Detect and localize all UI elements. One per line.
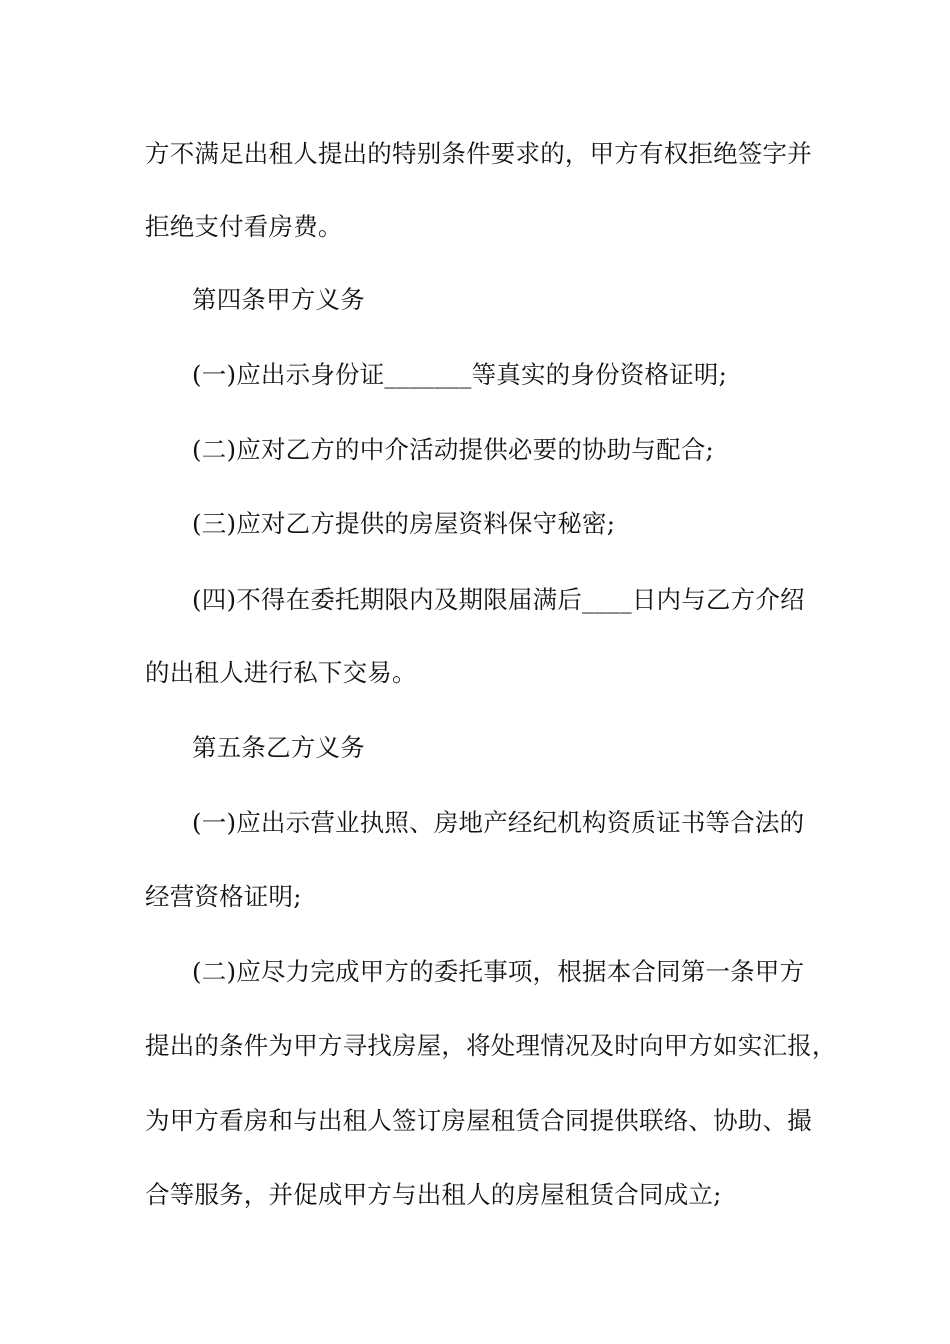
clause-line: (二)应对乙方的中介活动提供必要的协助与配合; <box>192 435 714 464</box>
clause-line: (一)应出示营业执照、房地产经纪机构资质证书等合法的 <box>192 808 805 837</box>
paragraph-line: 经营资格证明; <box>145 882 302 911</box>
paragraph-line: 提出的条件为甲方寻找房屋，将处理情况及时向甲方如实汇报， <box>145 1031 837 1060</box>
clause-line: (一)应出示身份证_______等真实的身份资格证明; <box>192 360 728 389</box>
paragraph-line: 拒绝支付看房费。 <box>145 212 343 241</box>
article-heading-5: 第五条乙方义务 <box>192 733 365 762</box>
paragraph-line: 的出租人进行私下交易。 <box>145 658 417 687</box>
clause-line: (二)应尽力完成甲方的委托事项，根据本合同第一条甲方 <box>192 957 805 986</box>
clause-line: (四)不得在委托期限内及期限届满后____日内与乙方介绍 <box>192 585 805 614</box>
paragraph-line: 为甲方看房和与出租人签订房屋租赁合同提供联络、协助、撮 <box>145 1106 812 1135</box>
paragraph-line: 合等服务，并促成甲方与出租人的房屋租赁合同成立; <box>145 1180 722 1209</box>
clause-line: (三)应对乙方提供的房屋资料保守秘密; <box>192 509 616 538</box>
article-heading-4: 第四条甲方义务 <box>192 285 365 314</box>
paragraph-line: 方不满足出租人提出的特别条件要求的，甲方有权拒绝签字并 <box>145 139 812 168</box>
